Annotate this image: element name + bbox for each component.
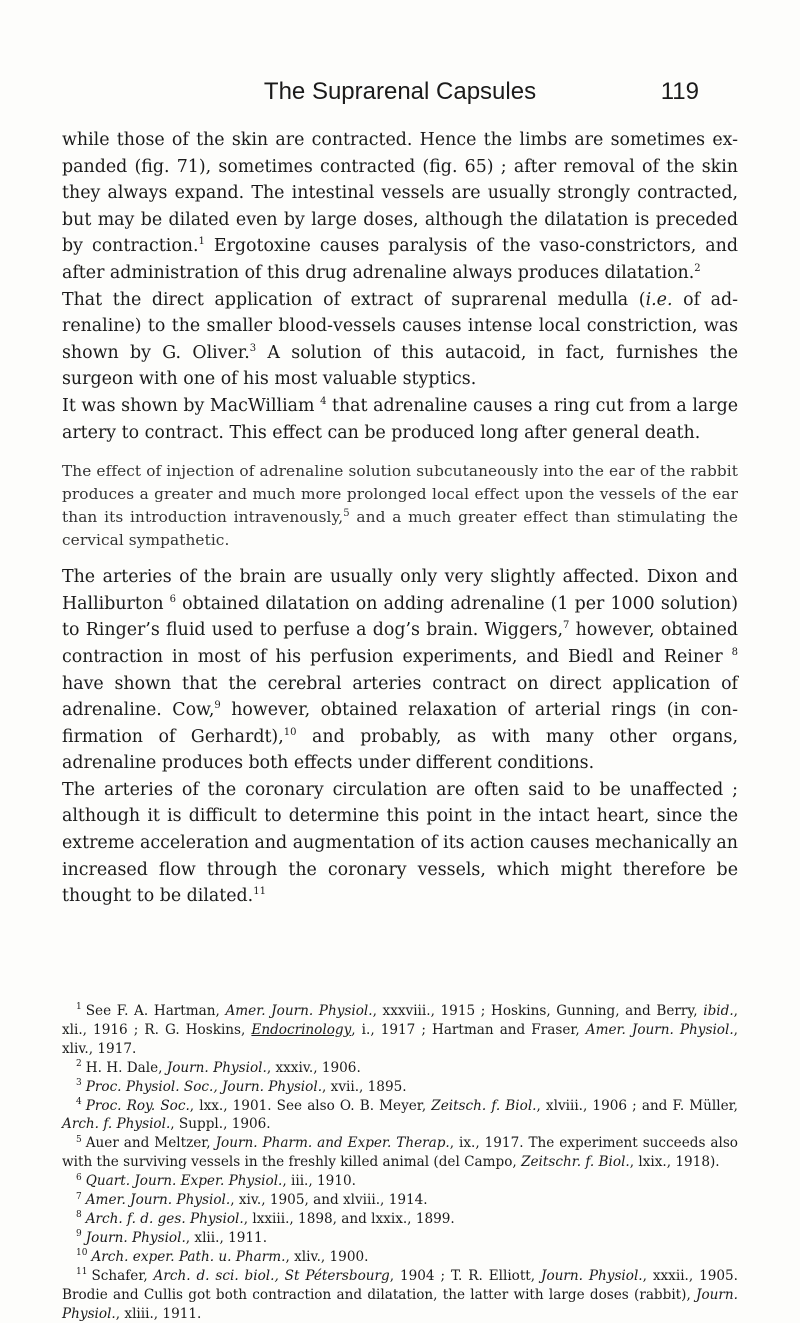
text-run: and a much greater effect than stimulating the cervical sympathetic.	[62, 508, 739, 550]
text-run: and probably, as with many other organs, adrenaline produces both effects under different conditions.	[62, 726, 738, 774]
footnote-ref: 1	[198, 236, 205, 248]
text-run: H. H. Dale,	[85, 1059, 167, 1076]
text-run: Arch. d. sci. biol., St Pétersbourg	[153, 1267, 390, 1284]
footnote-number: 11	[76, 1267, 88, 1278]
footnote	[62, 1097, 738, 1135]
footnote-ref: 8	[731, 647, 738, 659]
page-header	[0, 78, 800, 112]
text-run: , ix., 1917. The experiment succeeds also with the surviving vessels in the freshly killed animal (del Campo,	[62, 1135, 738, 1171]
footnote-ref: 7	[563, 620, 570, 632]
footnote	[62, 1248, 738, 1267]
text-run: , xiv., 1905, and xlviii., 1914.	[230, 1192, 428, 1209]
footnote-number: 7	[76, 1191, 82, 1202]
text-run: Journ. Physiol.	[62, 1286, 738, 1322]
footnote	[62, 1002, 738, 1059]
text-run: ibid.	[703, 1003, 734, 1019]
text-run: Arch. f. Physiol.	[62, 1116, 171, 1133]
footnote	[62, 1059, 738, 1078]
text-run: , xvii., 1895.	[322, 1078, 407, 1095]
text-run: Amer. Journ. Physiol.	[85, 1192, 231, 1209]
text-run: Journ. Physiol.	[166, 1059, 267, 1076]
text-run: Proc. Physiol. Soc., Journ. Physiol.	[85, 1078, 323, 1095]
footnote-ref: 11	[253, 886, 266, 898]
paragraph	[62, 393, 738, 446]
text-run: , lxxiii., 1898, and lxxix., 1899.	[243, 1210, 455, 1227]
footnote-ref: 9	[214, 700, 221, 712]
text-run: Amer. Journ. Physiol.	[225, 1003, 373, 1019]
footnote-ref: 5	[343, 508, 350, 520]
text-run: Ergotoxine causes paralysis of the vaso-constrictors, and after administration of this drug adrenaline always produces dilatation.	[62, 236, 738, 283]
text-run: The arteries of the coronary circulation are often said to be unaffected ; although it is difficult to determine this point in the intact heart, since the extreme acceleration and augmentation of its action causes mechanically an increased flow through the coronary vessels, which might therefore be thought to be dilated.	[62, 779, 738, 907]
footnote-number: 4	[76, 1097, 82, 1107]
footnote-number: 1	[76, 1002, 82, 1013]
text-run: however, obtained contraction in most of his perfusion experiments, and Biedl and Reiner	[62, 620, 738, 667]
text-run: however, obtained relaxation of arterial rings (in con-firmation of Gerhardt),	[62, 700, 738, 747]
footnote-number: 2	[76, 1059, 82, 1070]
text-run: Journ. Physiol.	[541, 1267, 643, 1284]
text-run: Zeitschr. f. Biol.	[521, 1154, 630, 1171]
text-run: that adrenaline causes a ring cut from a large artery to contract. This effect can be produced long after general death.	[62, 395, 738, 443]
paragraph	[62, 564, 738, 777]
footnote-number: 3	[76, 1078, 82, 1089]
text-run: Proc. Roy. Soc.	[85, 1097, 190, 1114]
footnotes	[62, 1002, 738, 1323]
text-run: , i., 1917 ; Hartman and Fraser,	[351, 1021, 586, 1038]
text-run: Amer. Journ. Physiol.	[585, 1021, 734, 1038]
small-print-paragraph	[62, 460, 738, 552]
text-run: of ad-renaline) to the smaller blood-vessels causes intense local constriction, was shown by G. Oliver.	[62, 289, 738, 363]
paragraph	[62, 287, 738, 393]
footnote-ref: 2	[694, 263, 701, 275]
text-run: , xlii., 1911.	[185, 1229, 268, 1246]
text-run: The effect of injection of adrenaline solution subcutaneously into the ear of the rabbit produces a greater and much more prolonged local effect upon the vessels of the ear than its introduction intravenously,	[62, 462, 738, 527]
footnote	[62, 1210, 738, 1229]
text-run: , Suppl., 1906.	[170, 1116, 271, 1133]
text-run: Journ. Pharm. and Exper. Therap.	[215, 1135, 450, 1152]
text-run: , xxxii., 1905. Brodie and Cullis got both contraction and dilatation, the latter with large doses (rabbit),	[62, 1267, 739, 1303]
text-run: , xliii., 1911.	[115, 1305, 202, 1322]
text-run: , 1904 ; T. R. Elliott,	[389, 1267, 541, 1284]
footnote-number: 10	[76, 1248, 88, 1259]
text-run: , xxxiv., 1906.	[266, 1059, 361, 1076]
footnote	[62, 1229, 738, 1248]
text-run: That the direct application of extract of suprarenal medulla (	[62, 289, 646, 310]
text-run: , lxix., 1918).	[629, 1154, 720, 1171]
footnote-ref: 3	[249, 342, 257, 354]
text-run: See F. A. Hartman,	[85, 1003, 226, 1019]
text-run: , xxxviii., 1915 ; Hoskins, Gunning, and Berry,	[372, 1003, 704, 1019]
footnote	[62, 1267, 738, 1323]
text-run: , xlviii., 1906 ; and F. Müller,	[536, 1097, 738, 1114]
footnote	[62, 1078, 738, 1097]
text-run: Zeitsch. f. Biol.	[431, 1097, 537, 1114]
text-run: It was shown by MacWilliam	[62, 395, 321, 416]
footnote	[62, 1172, 738, 1191]
paragraph	[62, 777, 738, 910]
text-run: , lxx., 1901. See also O. B. Meyer,	[189, 1097, 432, 1114]
text-run: have shown that the cerebral arteries contract on direct application of adrenaline. Cow,	[62, 673, 738, 721]
footnote-number: 9	[76, 1229, 82, 1240]
paragraph	[62, 127, 738, 287]
footnote-number: 8	[76, 1210, 82, 1221]
footnote-ref: 6	[169, 593, 177, 605]
text-run: Schafer,	[91, 1267, 154, 1284]
footnote	[62, 1191, 738, 1210]
page-number: 119	[660, 78, 699, 105]
text-run: , xliv., 1917.	[62, 1021, 738, 1057]
text-run: , iii., 1910.	[282, 1173, 356, 1190]
text-run: A solution of this autacoid, in fact, furnishes the surgeon with one of his most valuable styptics.	[62, 342, 738, 390]
text-run: obtained dilatation on adding adrenaline (1 per 1000 solution) to Ringer’s fluid used to perfuse a dog’s brain. Wiggers,	[62, 593, 738, 641]
footnote	[62, 1134, 738, 1172]
text-run: , xliv., 1900.	[285, 1248, 369, 1265]
text-run: , xli., 1916 ; R. G. Hoskins,	[62, 1003, 738, 1038]
text-run: while those of the skin are contracted. Hence the limbs are sometimes ex-panded (fig. 71), sometimes contracted (fig. 65) ; after removal of the skin they always expand. The intestinal vessels are usually strongly contracted, but may be dilated even by large doses, although the dilatation is preceded by contraction.	[62, 130, 738, 257]
footnote-ref: 4	[320, 396, 327, 408]
text-run: The arteries of the brain are usually only very slightly affected. Dixon and Halliburton	[62, 567, 738, 614]
text-run: Arch. exper. Path. u. Pharm.	[91, 1248, 286, 1265]
main-text	[62, 127, 738, 910]
text-run: Auer and Meltzer,	[85, 1135, 216, 1152]
text-run: Arch. f. d. ges. Physiol.	[85, 1210, 244, 1227]
text-run: i.e.	[645, 289, 673, 310]
text-run: Quart. Journ. Exper. Physiol.	[85, 1173, 283, 1190]
running-title: The Suprarenal Capsules	[263, 78, 537, 105]
footnote-number: 6	[76, 1172, 82, 1183]
footnote-ref: 10	[283, 726, 297, 738]
footnote-number: 5	[76, 1134, 82, 1145]
text-run: Endocrinology	[251, 1021, 352, 1038]
text-run: Journ. Physiol.	[85, 1229, 186, 1246]
